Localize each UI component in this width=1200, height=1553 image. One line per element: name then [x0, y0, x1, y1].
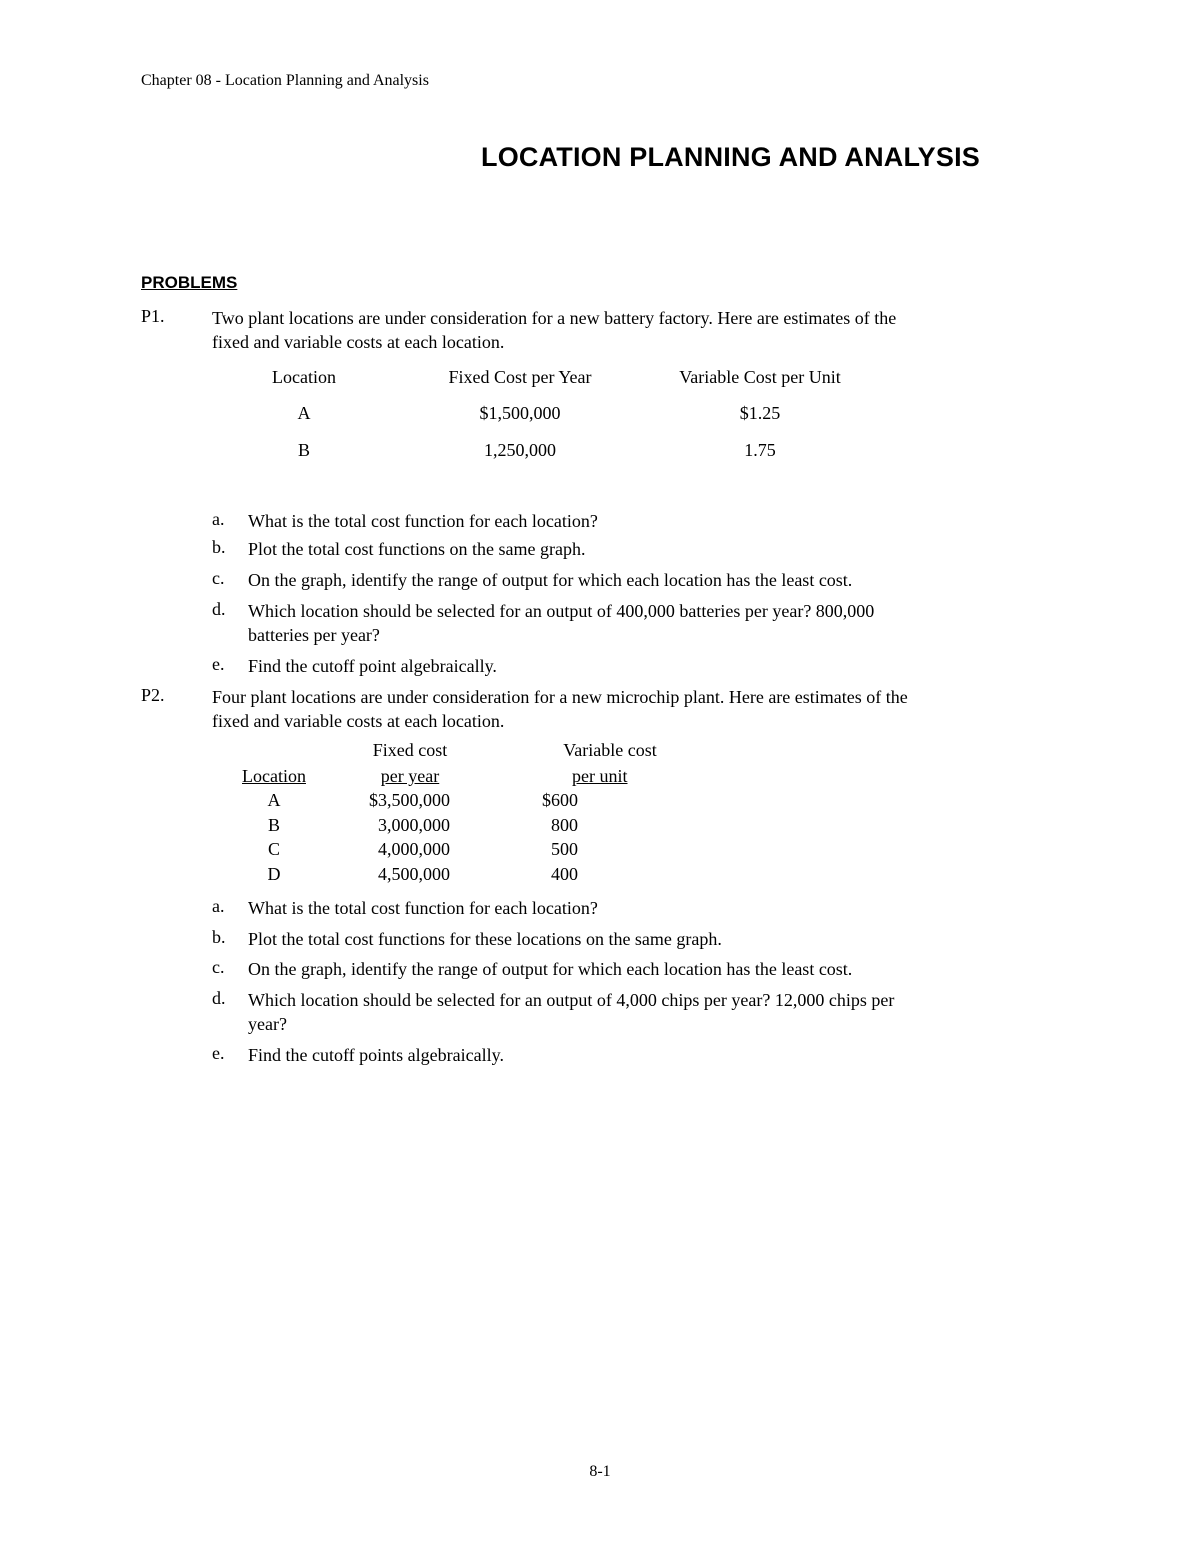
question-text: Plot the total cost functions on the same graph. — [248, 539, 586, 559]
question-text: Find the cutoff points algebraically. — [248, 1045, 504, 1065]
table-cell: $1.25 — [739, 403, 781, 423]
question-letter: b. — [212, 537, 226, 557]
question-text: Plot the total cost functions for these locations on the same graph. — [248, 929, 722, 949]
table-cell: 800 — [551, 815, 578, 835]
table-header-text: per year — [380, 766, 440, 786]
table-cell: A — [267, 790, 281, 810]
question-letter: c. — [212, 568, 225, 588]
table-cell: 1.75 — [744, 440, 776, 460]
question-letter: d. — [212, 988, 226, 1008]
question-letter: e. — [212, 1043, 225, 1063]
table-header-text: per unit — [572, 766, 628, 786]
problem-text-line: fixed and variable costs at each location. — [212, 711, 505, 731]
table-cell: 1,250,000 — [484, 440, 556, 460]
table-header-text: Location — [242, 766, 306, 786]
table-cell: C — [267, 839, 280, 859]
table-cell: B — [297, 440, 310, 460]
table-header: Variable Cost per Unit — [679, 367, 841, 387]
table-cell: 3,000,000 — [378, 815, 450, 835]
question-letter: a. — [212, 509, 225, 529]
table-cell: $3,500,000 — [369, 790, 450, 810]
question-letter: b. — [212, 927, 226, 947]
problem-text-line: fixed and variable costs at each location. — [212, 332, 505, 352]
problem-number: P1. — [141, 306, 165, 326]
problem-text-line: Four plant locations are under consideration for a new microchip plant. Here are estimates of the — [212, 687, 908, 707]
question-letter: e. — [212, 654, 225, 674]
page-number: 8-1 — [589, 1463, 611, 1480]
question-text: Which location should be selected for an output of 4,000 chips per year? 12,000 chips per — [248, 990, 895, 1010]
problem-number: P2. — [141, 685, 165, 705]
table-header: Fixed cost — [372, 740, 448, 760]
table-header — [335, 766, 485, 787]
table-header: Location — [272, 367, 336, 387]
page-title: LOCATION PLANNING AND ANALYSIS — [481, 142, 981, 172]
question-text-continued: year? — [248, 1014, 287, 1034]
question-text: What is the total cost function for each location? — [248, 898, 598, 918]
question-letter: c. — [212, 957, 225, 977]
table-cell: $1,500,000 — [479, 403, 561, 423]
table-cell: A — [297, 403, 311, 423]
question-text: What is the total cost function for each location? — [248, 511, 598, 531]
question-text: On the graph, identify the range of output for which each location has the least cost. — [248, 959, 853, 979]
question-letter: a. — [212, 896, 225, 916]
table-header: Variable cost — [563, 740, 657, 760]
table-cell: 500 — [551, 839, 578, 859]
question-text: On the graph, identify the range of output for which each location has the least cost. — [248, 570, 853, 590]
question-text: Which location should be selected for an output of 400,000 batteries per year? 800,000 — [248, 601, 875, 621]
table-cell: 400 — [551, 864, 578, 884]
table-cell: B — [267, 815, 280, 835]
problem-text-line: Two plant locations are under consideration for a new battery factory. Here are estimates of the — [212, 308, 897, 328]
table-header — [572, 766, 628, 787]
question-letter: d. — [212, 599, 226, 619]
table-cell: 4,500,000 — [378, 864, 450, 884]
running-head: Chapter 08 - Location Planning and Analysis — [141, 72, 429, 89]
question-text-continued: batteries per year? — [248, 625, 380, 645]
question-text: Find the cutoff point algebraically. — [248, 656, 497, 676]
table-cell: $600 — [542, 790, 578, 810]
table-header: Fixed Cost per Year — [448, 367, 592, 387]
table-header — [224, 766, 324, 787]
section-heading: PROBLEMS — [141, 273, 238, 292]
table-cell: 4,000,000 — [378, 839, 450, 859]
table-cell: D — [267, 864, 281, 884]
